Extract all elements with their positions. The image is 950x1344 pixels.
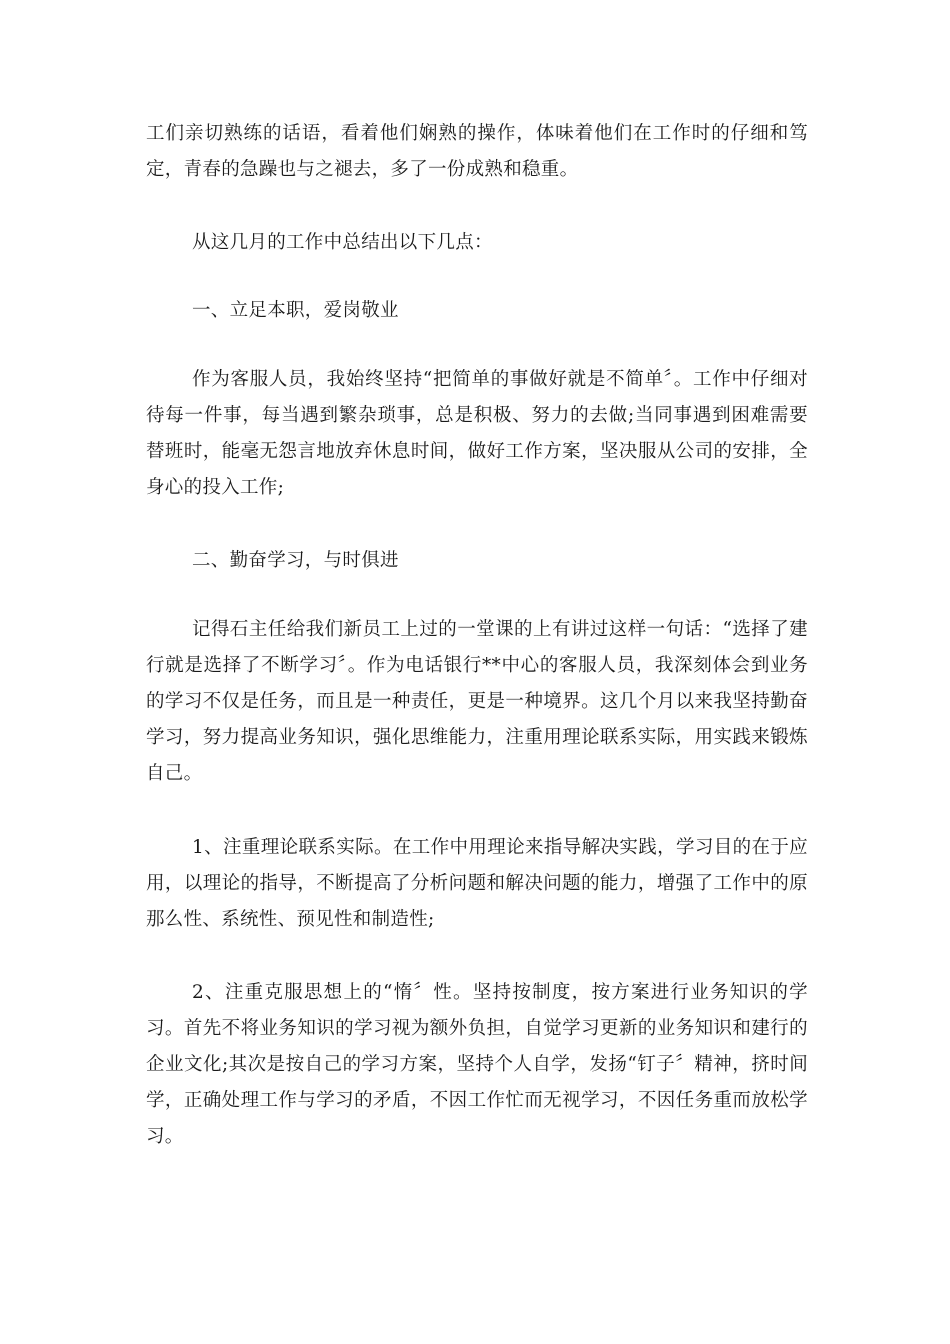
paragraph-summary-intro: 从这几月的工作中总结出以下几点： <box>192 232 493 253</box>
section-heading-2: 二、勤奋学习，与时俱进 <box>192 550 399 571</box>
paragraph-section-2: 记得石主任给我们新员工上过的一堂课的上有讲过这样一句话：“选择了建行就是选择了不断学习〞。作为电话银行**中心的客服人员，我深刻体会到业务的学习不仅是任务，而且是一种责任，更是一种境界。这几个月以来我坚持勤奋学习，努力提高业务知识，强化思维能力，注重用理论联系实际，用实践来锻炼自己。 <box>146 619 808 784</box>
list-item-2: 2、注重克服思想上的“惰〞性。坚持按制度，按方案进行业务知识的学习。首先不将业务知识的学习视为额外负担，自觉学习更新的业务知识和建行的企业文化;其次是按自己的学习方案，坚持个人自学，发扬“钉子〞精神，挤时间学，正确处理工作与学习的矛盾，不因工作忙而无视学习，不因任务重而放松学习。 <box>146 982 808 1147</box>
paragraph-section-1: 作为客服人员，我始终坚持“把简单的事做好就是不简单〞。工作中仔细对待每一件事，每当遇到繁杂琐事，总是积极、努力的去做;当同事遇到困难需要替班时，能毫无怨言地放弃休息时间，做好工作方案，坚决服从公司的安排，全身心的投入工作; <box>146 369 808 498</box>
list-item-1: 1、注重理论联系实际。在工作中用理论来指导解决实践，学习目的在于应用，以理论的指导，不断提高了分析问题和解决问题的能力，增强了工作中的原那么性、系统性、预见性和制造性; <box>146 837 808 930</box>
section-heading-1: 一、立足本职，爱岗敬业 <box>192 300 399 321</box>
paragraph-continuation: 工们亲切熟练的话语，看着他们娴熟的操作，体味着他们在工作时的仔细和笃定，青春的急躁也与之褪去，多了一份成熟和稳重。 <box>146 123 808 180</box>
